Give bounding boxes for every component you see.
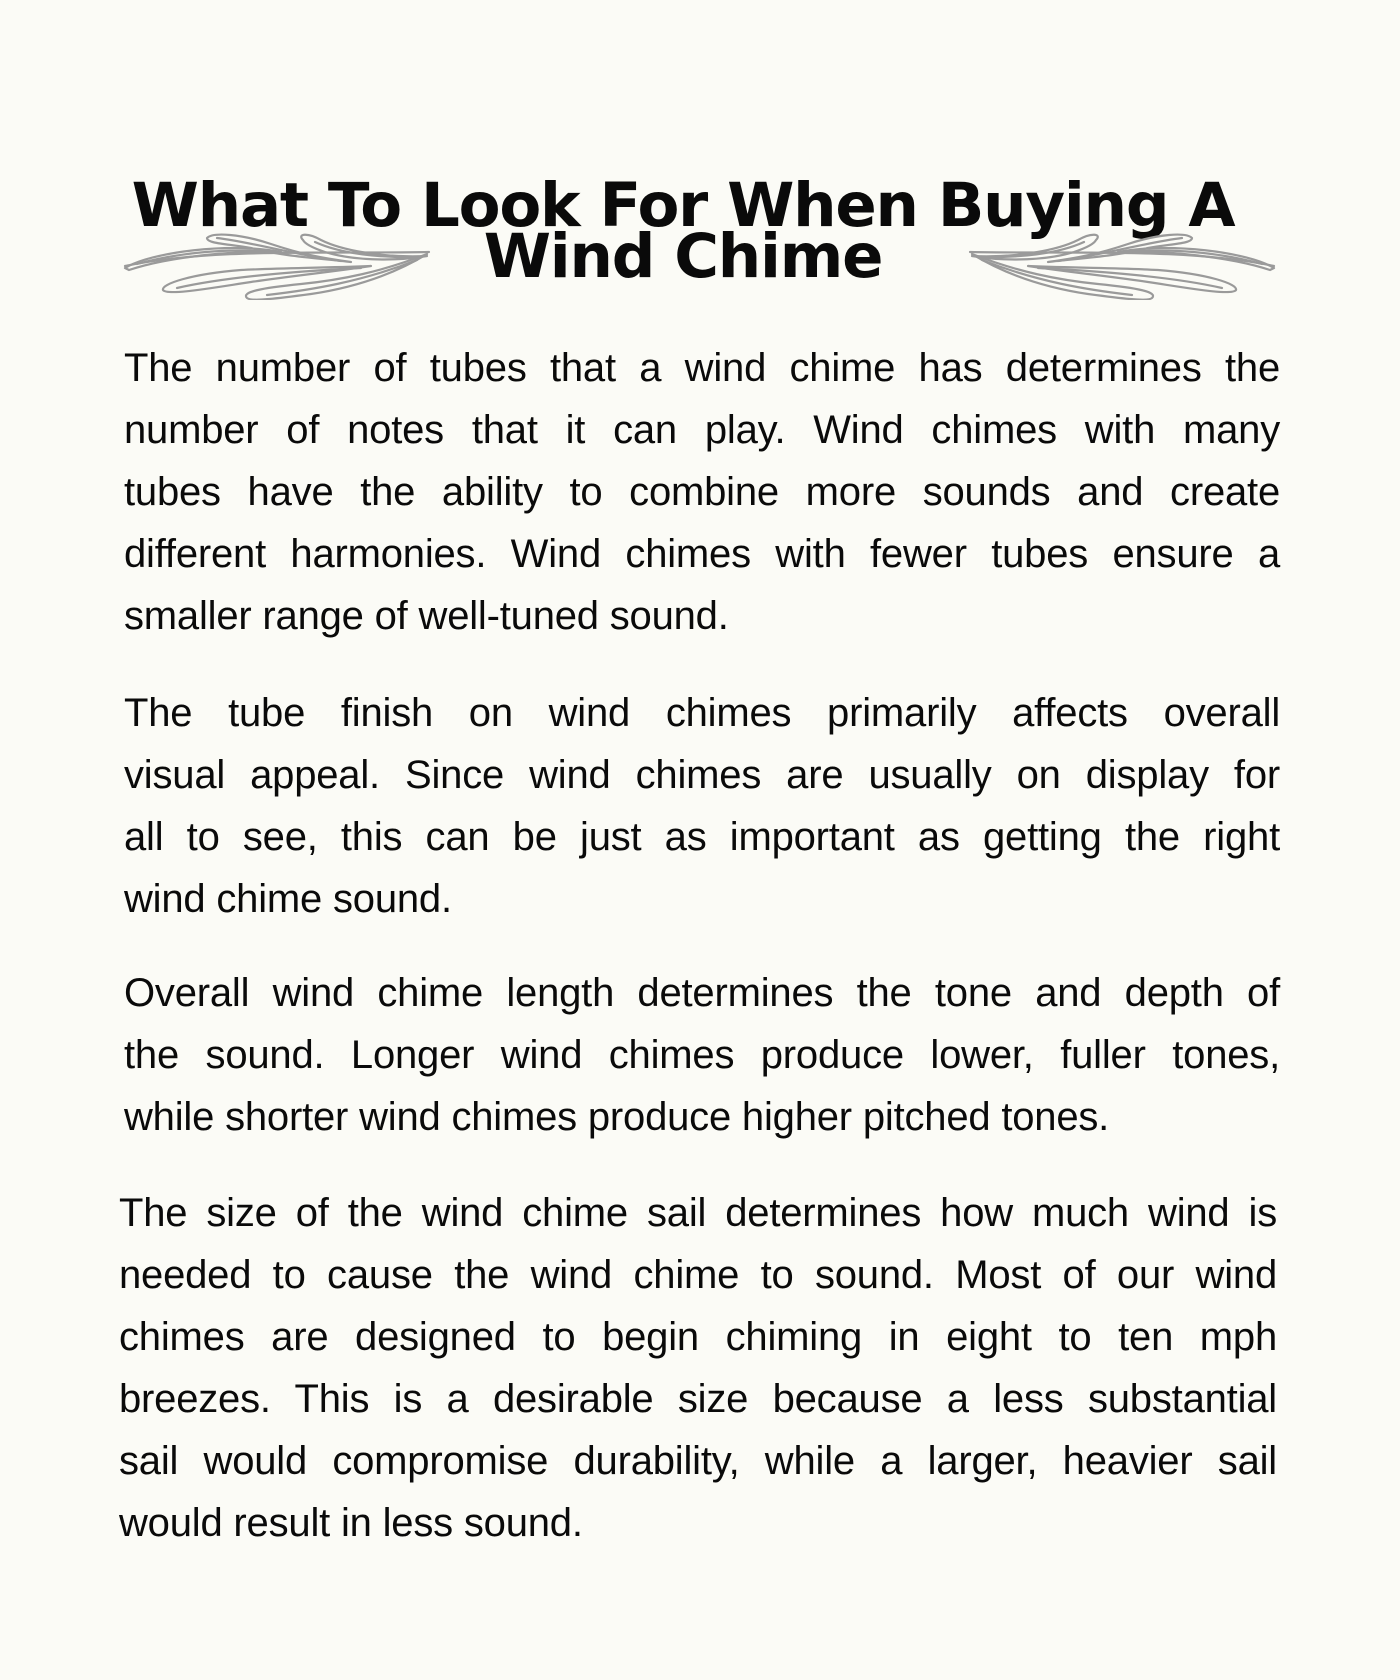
paragraph-chime-length xyxy=(124,962,1280,1148)
page-title-line-2: Wind Chime xyxy=(483,221,883,292)
paragraph-tube-count xyxy=(124,337,1280,647)
paragraph-line: smaller range of well-tuned sound. xyxy=(124,594,729,638)
paragraph-line: chimes are designed to begin chiming in eight to ten mph xyxy=(119,1315,1277,1359)
paragraph-line: The tube finish on wind chimes primarily affects overall xyxy=(124,691,1280,735)
leaf-flourish-right-icon xyxy=(966,228,1278,300)
paragraph-line: all to see, this can be just as important as getting the right xyxy=(124,815,1280,859)
paragraph-line: sail would compromise durability, while a larger, heavier sail xyxy=(119,1439,1277,1483)
paragraph-line: would result in less sound. xyxy=(119,1501,583,1545)
paragraph-line: The size of the wind chime sail determines how much wind is xyxy=(119,1191,1277,1235)
paragraph-line: tubes have the ability to combine more sounds and create xyxy=(124,470,1280,514)
paragraph-line: the sound. Longer wind chimes produce lower, fuller tones, xyxy=(124,1033,1280,1077)
paragraph-line: wind chime sound. xyxy=(124,877,452,921)
paragraph-line: breezes. This is a desirable size because a less substantial xyxy=(119,1377,1277,1421)
leaf-flourish-left-icon xyxy=(121,228,433,300)
paragraph-line: Overall wind chime length determines the tone and depth of xyxy=(124,971,1280,1015)
paragraph-line: visual appeal. Since wind chimes are usually on display for xyxy=(124,753,1280,797)
paragraph-sail-size xyxy=(119,1182,1277,1554)
page-title-line-1: What To Look For When Buying A xyxy=(131,169,1235,241)
paragraph-line: number of notes that it can play. Wind chimes with many xyxy=(124,408,1280,452)
paragraph-line: while shorter wind chimes produce higher pitched tones. xyxy=(124,1095,1110,1139)
paragraph-line: needed to cause the wind chime to sound. Most of our wind xyxy=(119,1253,1277,1297)
paragraph-tube-finish xyxy=(124,682,1280,930)
paragraph-line: The number of tubes that a wind chime has determines the xyxy=(124,346,1280,390)
paragraph-line: different harmonies. Wind chimes with fewer tubes ensure a xyxy=(124,532,1280,576)
